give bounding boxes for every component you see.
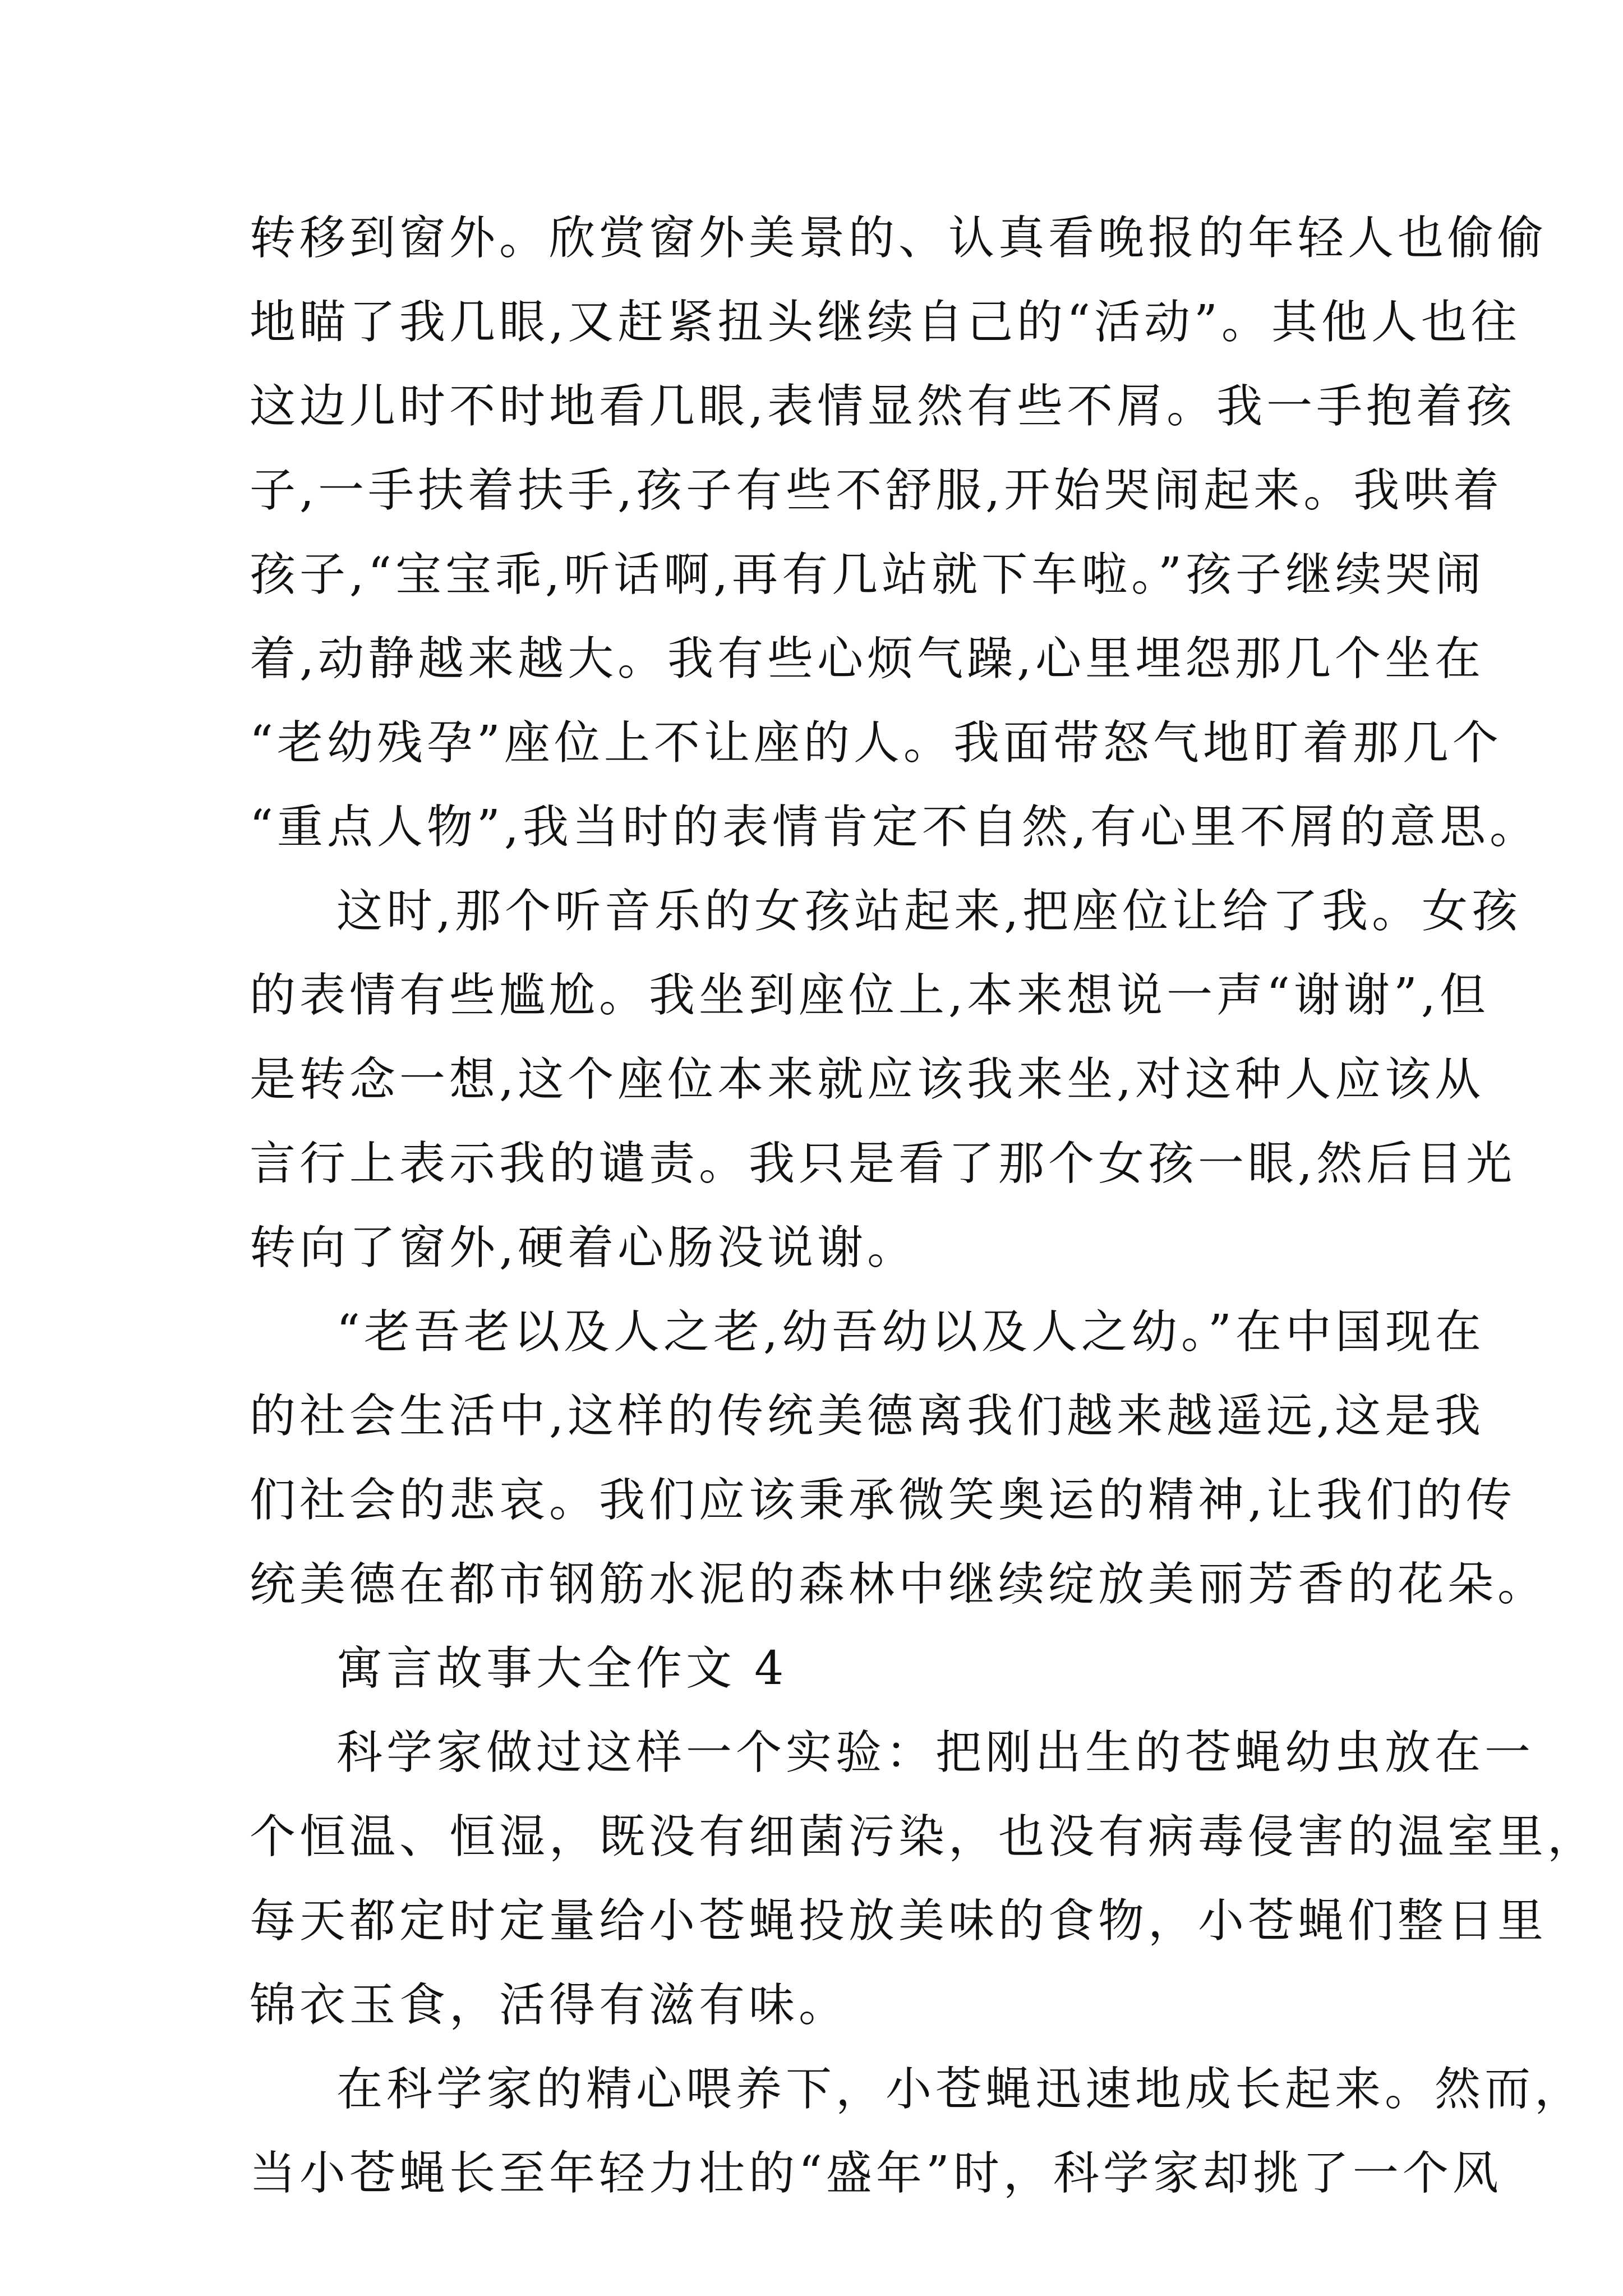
text-line: 这边儿时不时地看几眼,表情显然有些不屑。我一手抱着孩: [250, 380, 1516, 433]
text-line: 们社会的悲哀。我们应该秉承微笑奥运的精神,让我们的传: [250, 1474, 1516, 1527]
text-line: “重点人物”,我当时的表情肯定不自然,有心里不屑的意思。: [250, 800, 1539, 854]
text-line: 的表情有些尴尬。我坐到座位上,本来想说一声“谢谢”,但: [250, 969, 1490, 1022]
paragraph-start-line: 在科学家的精心喂养下，小苍蝇迅速地成长起来。然而，: [336, 2063, 1585, 2116]
paragraph-start-line: 这时,那个听音乐的女孩站起来,把座位让给了我。女孩: [336, 885, 1522, 938]
text-line: 每天都定时定量给小苍蝇投放美味的食物，小苍蝇们整日里: [250, 1894, 1548, 1948]
text-line: 转向了窗外,硬着心肠没说谢。: [250, 1221, 917, 1274]
text-line: 着,动静越来越大。我有些心烦气躁,心里埋怨那几个坐在: [250, 632, 1485, 685]
text-line: 子,一手扶着扶手,孩子有些不舒服,开始哭闹起来。我哄着: [250, 464, 1504, 517]
text-line: 的社会生活中,这样的传统美德离我们越来越遥远,这是我: [250, 1389, 1485, 1443]
text-line: 孩子,“宝宝乖,听话啊,再有几站就下车啦。”孩子继续哭闹: [250, 548, 1486, 601]
text-line: 个恒温、恒湿，既没有细菌污染，也没有病毒侵害的温室里，: [250, 1810, 1598, 1864]
document-body: [250, 196, 1598, 2216]
text-line: 是转念一想,这个座位本来就应该我来坐,对这种人应该从: [250, 1053, 1485, 1106]
text-line: 统美德在都市钢筋水泥的森林中继续绽放美丽芳香的花朵。: [250, 1558, 1548, 1611]
text-line: 当小苍蝇长至年轻力壮的“盛年”时，科学家却挑了一个风: [250, 2147, 1502, 2200]
section-heading: 寓言故事大全作文 4: [336, 1642, 788, 1695]
text-line: 地瞄了我几眼,又赶紧扭头继续自己的“活动”。其他人也往: [250, 296, 1521, 349]
paragraph-start-line: “老吾老以及人之老,幼吾幼以及人之幼。”在中国现在: [336, 1305, 1485, 1359]
text-line: “老幼残孕”座位上不让座的人。我面带怒气地盯着那几个: [250, 716, 1502, 770]
text-line: 锦衣玉食，活得有滋有味。: [250, 1978, 849, 2032]
text-line: 言行上表示我的谴责。我只是看了那个女孩一眼,然后目光: [250, 1137, 1516, 1190]
paragraph-start-line: 科学家做过这样一个实验：把刚出生的苍蝇幼虫放在一: [336, 1726, 1535, 1779]
text-line: 转移到窗外。欣赏窗外美景的、认真看晚报的年轻人也偷偷: [250, 211, 1548, 265]
